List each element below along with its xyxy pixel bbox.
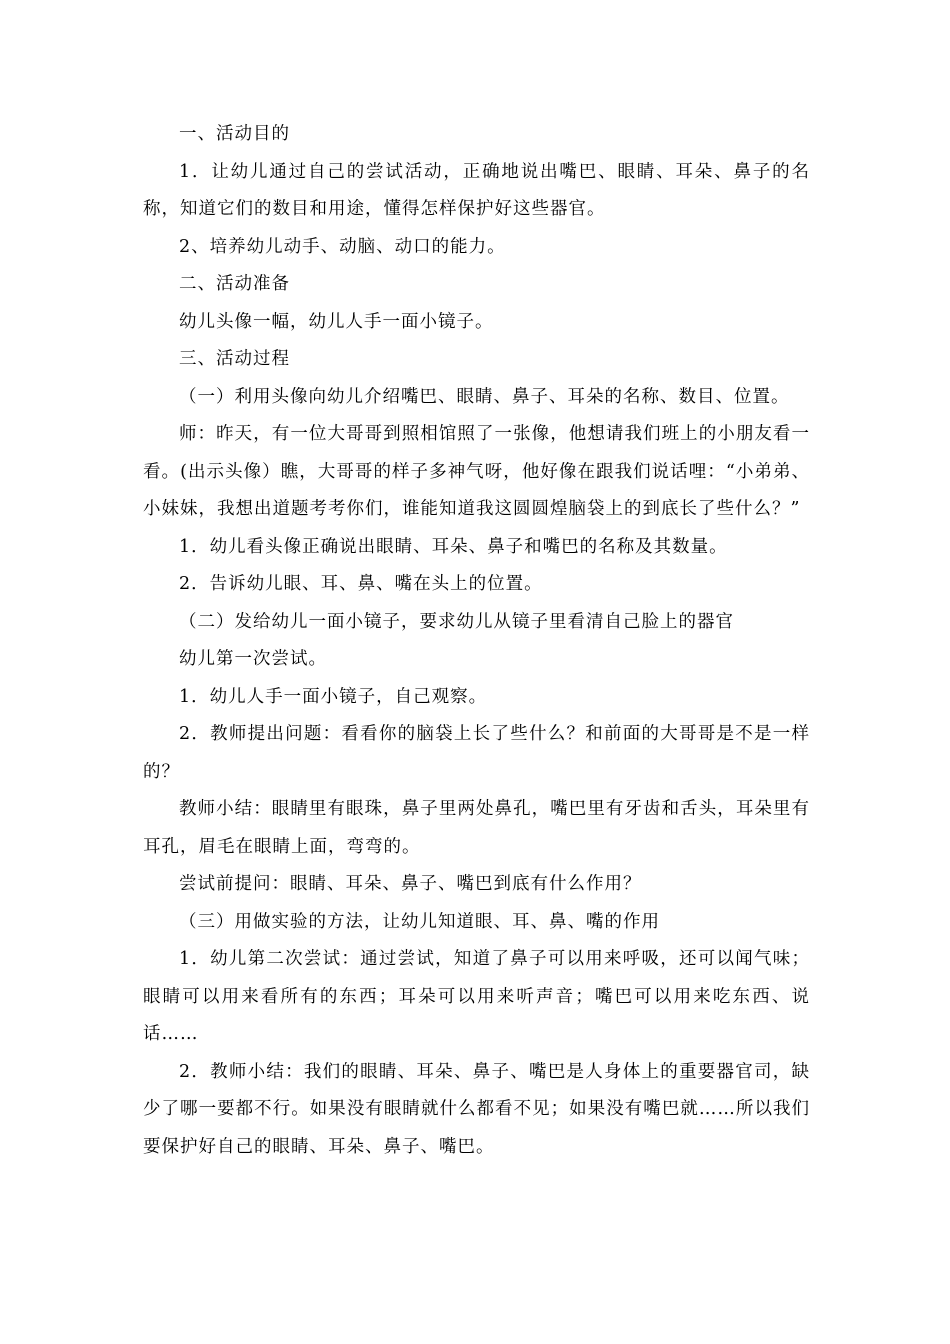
paragraph: 2．教师提出问题：看看你的脑袋上长了些什么？和前面的大哥哥是不是一样的？ bbox=[143, 724, 810, 782]
paragraph: 1．幼儿看头像正确说出眼睛、耳朵、鼻子和嘴巴的名称及其数量。 bbox=[179, 536, 728, 557]
section-heading-goals: 一、活动目的 bbox=[179, 124, 290, 144]
paragraph: 幼儿头像一幅，幼儿人手一面小镜子。 bbox=[179, 311, 494, 332]
paragraph: 幼儿第一次尝试。 bbox=[179, 649, 327, 669]
section-heading-process: 三、活动过程 bbox=[179, 349, 290, 369]
document-body bbox=[143, 116, 810, 1166]
paragraph: 尝试前提问：眼睛、耳朵、鼻子、嘴巴到底有什么作用？ bbox=[179, 874, 642, 894]
paragraph: 2、培养幼儿动手、动脑、动口的能力。 bbox=[179, 236, 506, 257]
paragraph: 2．告诉幼儿眼、耳、鼻、嘴在头上的位置。 bbox=[179, 574, 543, 594]
paragraph: 1．幼儿第二次尝试：通过尝试，知道了鼻子可以用来呼吸，还可以闻气味；眼睛可以用来看所有的东西；耳朵可以用来听声音；嘴巴可以用来吃东西、说话…… bbox=[143, 949, 810, 1044]
paragraph: 1．让幼儿通过自己的尝试活动，正确地说出嘴巴、眼睛、耳朵、鼻子的名称，知道它们的数目和用途，懂得怎样保护好这些器官。 bbox=[143, 161, 810, 219]
section-heading-preparation: 二、活动准备 bbox=[179, 274, 290, 294]
paragraph: 1．幼儿人手一面小镜子，自己观察。 bbox=[179, 686, 488, 707]
paragraph: 师：昨天，有一位大哥哥到照相馆照了一张像，他想请我们班上的小朋友看一看。(出示头像）瞧，大哥哥的样子多神气呀，他好像在跟我们说话哩：“小弟弟、小妹妹，我想出道题考考你们，谁能知道我这圆圆煌脑袋上的到底长了些什么？” bbox=[143, 424, 810, 519]
subsection-heading-3: （三）用做实验的方法，让幼儿知道眼、耳、鼻、嘴的作用 bbox=[179, 911, 660, 932]
subsection-heading-2: （二）发给幼儿一面小镜子，要求幼儿从镜子里看清自己脸上的器官 bbox=[179, 611, 734, 632]
paragraph: 2．教师小结：我们的眼睛、耳朵、鼻子、嘴巴是人身体上的重要器官司，缺少了哪一要都不行。如果没有眼睛就什么都看不见；如果没有嘴巴就……所以我们要保护好自己的眼睛、耳朵、鼻子、嘴巴。 bbox=[143, 1061, 810, 1157]
paragraph: 教师小结：眼睛里有眼珠，鼻子里两处鼻孔，嘴巴里有牙齿和舌头，耳朵里有耳孔，眉毛在眼睛上面，弯弯的。 bbox=[143, 799, 810, 857]
subsection-heading-1: （一）利用头像向幼儿介绍嘴巴、眼睛、鼻子、耳朵的名称、数目、位置。 bbox=[179, 386, 790, 407]
